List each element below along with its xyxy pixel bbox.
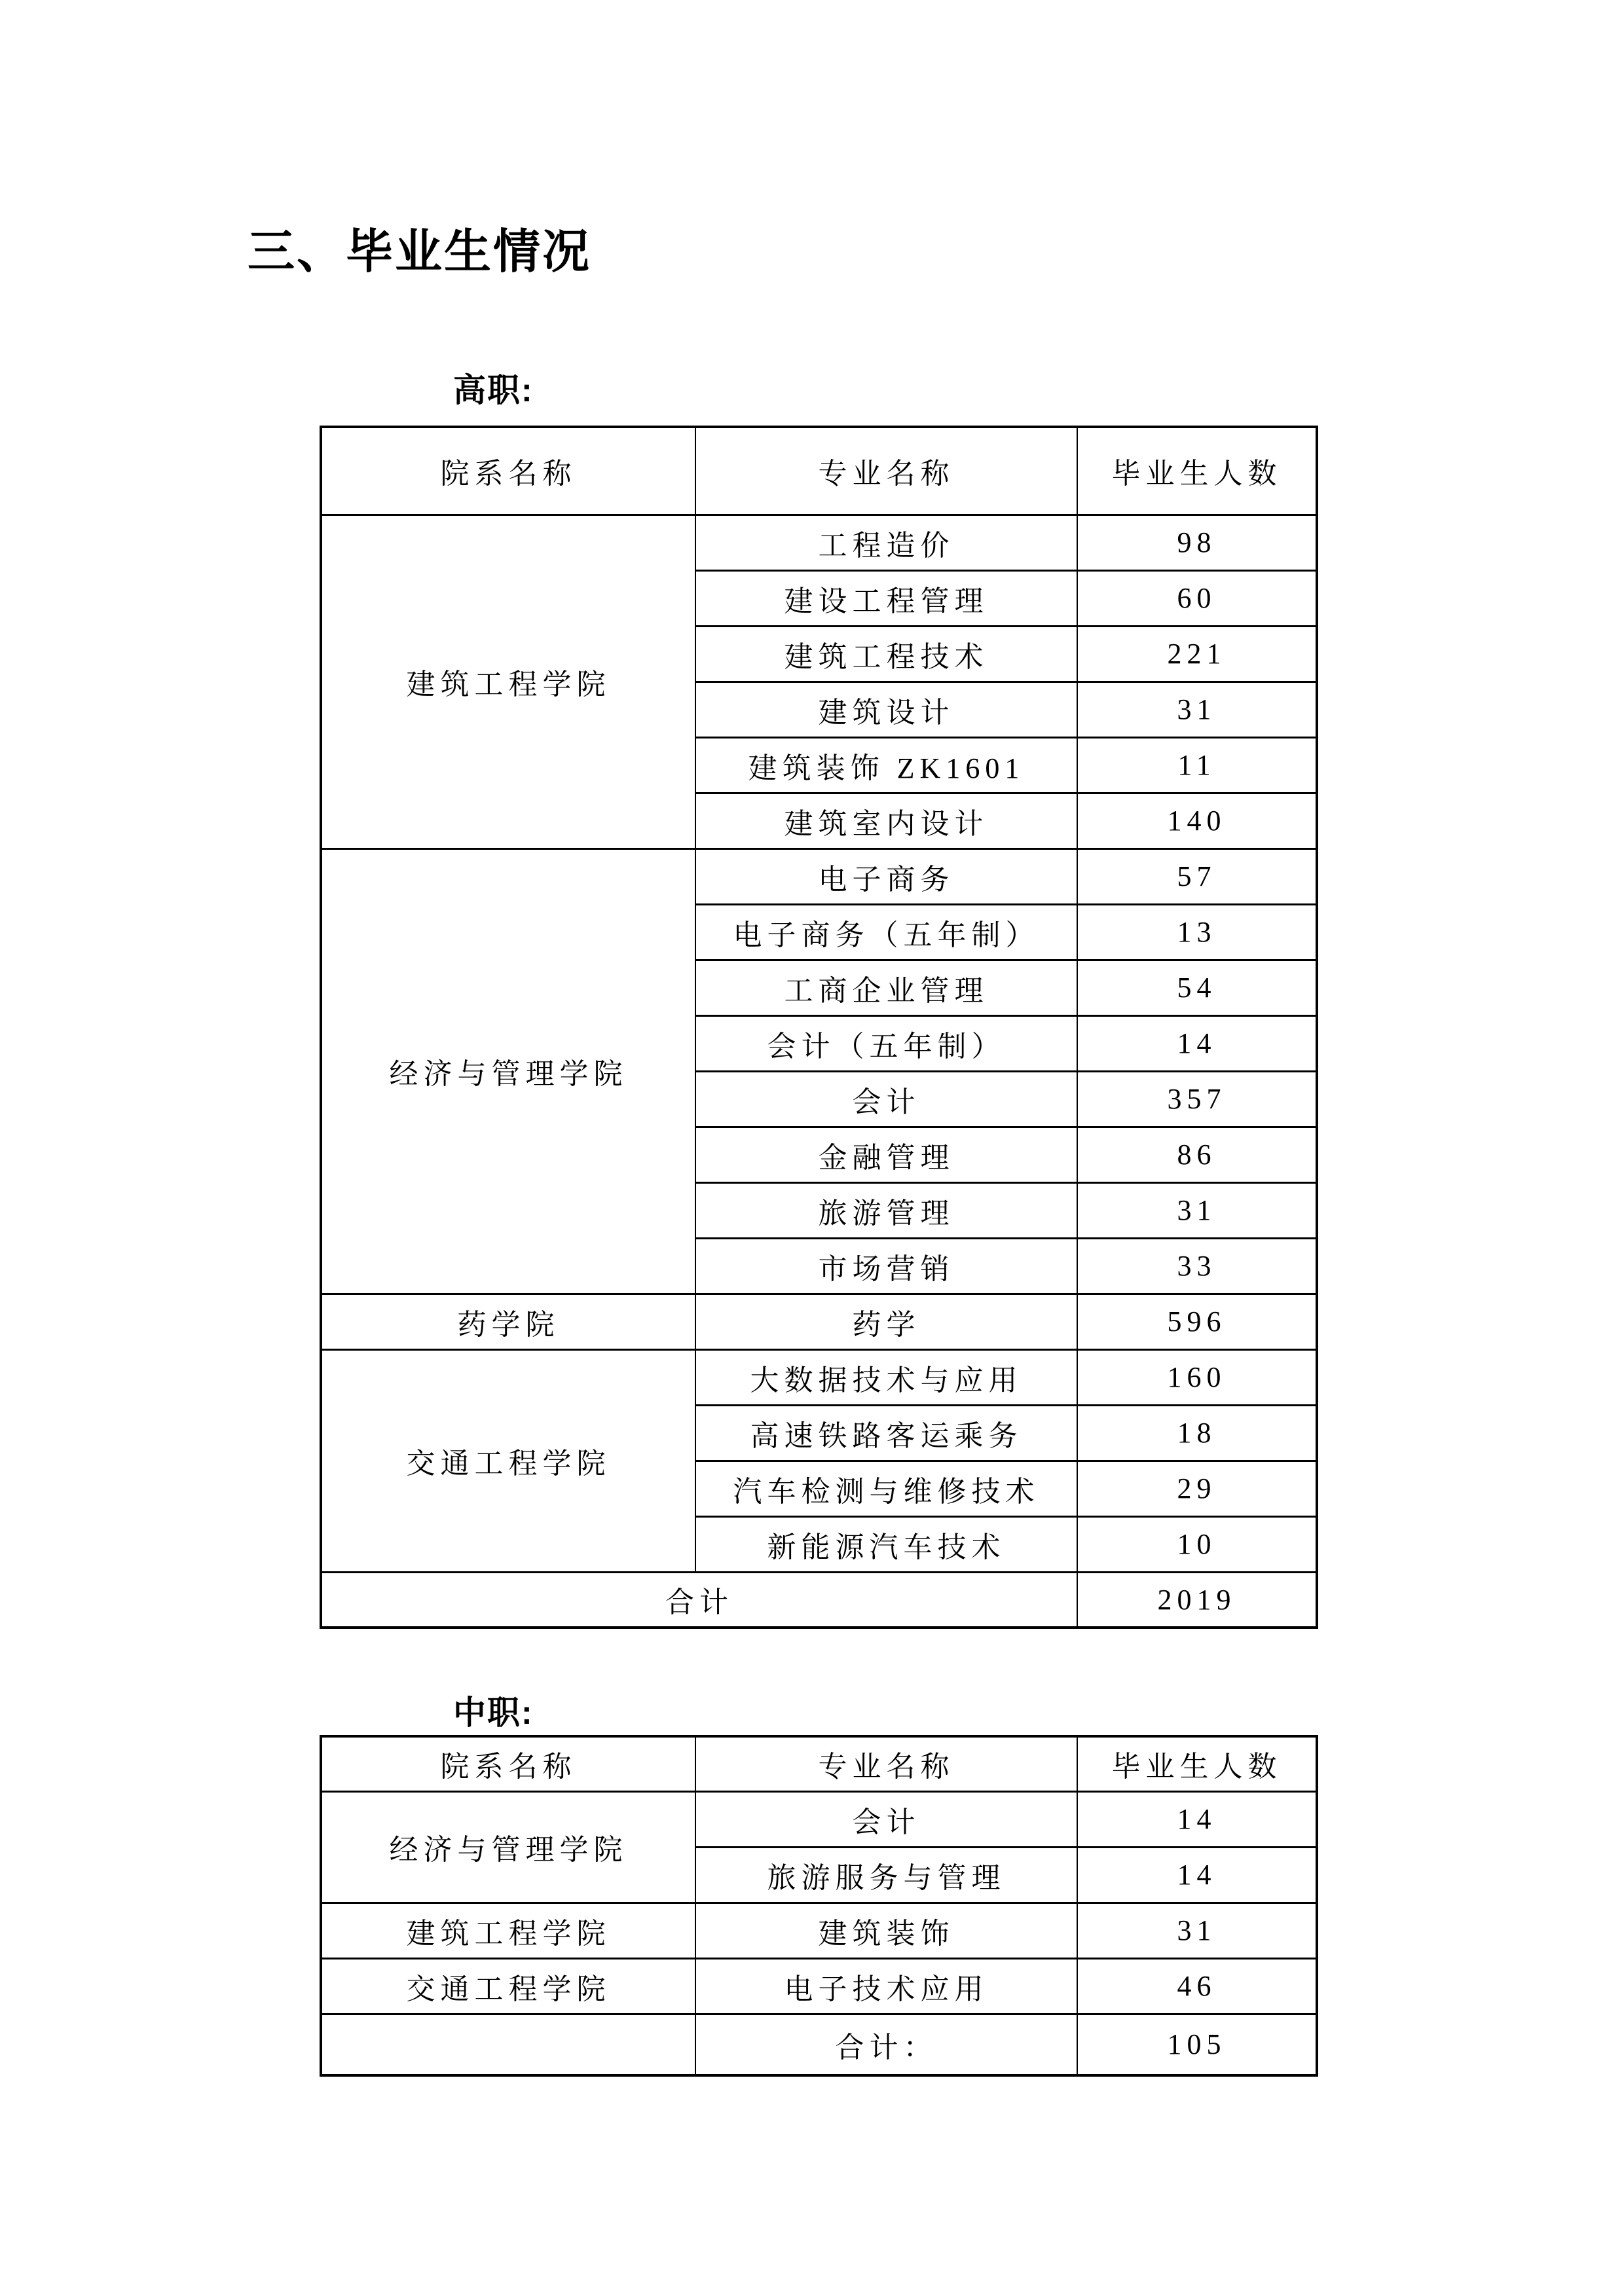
- column-header-major: 专业名称: [695, 1736, 1077, 1791]
- major-cell: 旅游服务与管理: [695, 1847, 1077, 1903]
- department-cell: 药学院: [321, 1294, 695, 1349]
- section-label-zhongzhi: 中职:: [453, 1694, 534, 1731]
- count-cell: 140: [1077, 793, 1317, 848]
- count-cell: 31: [1077, 1903, 1317, 1958]
- department-cell: 交通工程学院: [321, 1958, 695, 2014]
- count-cell: 29: [1077, 1461, 1317, 1516]
- count-cell: 14: [1077, 1791, 1317, 1847]
- column-header-department: 院系名称: [321, 427, 695, 515]
- count-cell: 221: [1077, 626, 1317, 682]
- major-cell: 工商企业管理: [695, 960, 1077, 1015]
- major-cell: 新能源汽车技术: [695, 1516, 1077, 1572]
- table-row: [321, 1903, 1317, 1958]
- department-cell: 经济与管理学院: [321, 1791, 695, 1903]
- column-header-major: 专业名称: [695, 427, 1077, 515]
- major-cell: 工程造价: [695, 515, 1077, 570]
- empty-cell: [321, 2014, 695, 2075]
- count-cell: 31: [1077, 682, 1317, 737]
- count-cell: 160: [1077, 1349, 1317, 1405]
- table-row: [321, 515, 1317, 570]
- total-value-cell: 2019: [1077, 1572, 1317, 1628]
- total-row: [321, 2014, 1317, 2075]
- major-cell: 药学: [695, 1294, 1077, 1349]
- table-row: [321, 1349, 1317, 1405]
- total-label-cell: 合计: [321, 1572, 1077, 1628]
- major-cell: 大数据技术与应用: [695, 1349, 1077, 1405]
- major-cell: 会计: [695, 1071, 1077, 1127]
- count-cell: 46: [1077, 1958, 1317, 2014]
- major-cell: 会计（五年制）: [695, 1015, 1077, 1071]
- header-row: [321, 427, 1317, 515]
- column-header-department: 院系名称: [321, 1736, 695, 1791]
- count-cell: 57: [1077, 848, 1317, 904]
- major-cell: 电子商务（五年制）: [695, 904, 1077, 960]
- count-cell: 54: [1077, 960, 1317, 1015]
- table-row: [321, 1958, 1317, 2014]
- count-cell: 14: [1077, 1015, 1317, 1071]
- table-row: [321, 1294, 1317, 1349]
- count-cell: 596: [1077, 1294, 1317, 1349]
- major-cell: 汽车检测与维修技术: [695, 1461, 1077, 1516]
- major-cell: 电子技术应用: [695, 1958, 1077, 2014]
- section-label-gaozhi: 高职:: [453, 372, 534, 409]
- department-cell: 交通工程学院: [321, 1349, 695, 1572]
- count-cell: 13: [1077, 904, 1317, 960]
- table-gaozhi: [320, 426, 1318, 1629]
- header-row: [321, 1736, 1317, 1791]
- major-cell: 建筑工程技术: [695, 626, 1077, 682]
- total-label-cell: 合计：: [695, 2014, 1077, 2075]
- department-cell: 经济与管理学院: [321, 848, 695, 1294]
- major-cell: 建筑装饰: [695, 1903, 1077, 1958]
- count-cell: 18: [1077, 1405, 1317, 1461]
- column-header-count: 毕业生人数: [1077, 427, 1317, 515]
- table-row: [321, 1791, 1317, 1847]
- count-cell: 86: [1077, 1127, 1317, 1182]
- major-cell: 建筑设计: [695, 682, 1077, 737]
- department-cell: 建筑工程学院: [321, 515, 695, 848]
- table-zhongzhi: [320, 1735, 1318, 2077]
- page-title: 三、毕业生情况: [248, 226, 592, 278]
- major-cell: 金融管理: [695, 1127, 1077, 1182]
- major-cell: 会计: [695, 1791, 1077, 1847]
- major-cell: 建筑装饰 ZK1601: [695, 737, 1077, 793]
- count-cell: 10: [1077, 1516, 1317, 1572]
- total-value-cell: 105: [1077, 2014, 1317, 2075]
- major-cell: 高速铁路客运乘务: [695, 1405, 1077, 1461]
- major-cell: 建筑室内设计: [695, 793, 1077, 848]
- table-row: [321, 848, 1317, 904]
- count-cell: 60: [1077, 570, 1317, 626]
- column-header-count: 毕业生人数: [1077, 1736, 1317, 1791]
- total-row: [321, 1572, 1317, 1628]
- count-cell: 11: [1077, 737, 1317, 793]
- count-cell: 31: [1077, 1182, 1317, 1238]
- department-cell: 建筑工程学院: [321, 1903, 695, 1958]
- major-cell: 旅游管理: [695, 1182, 1077, 1238]
- major-cell: 市场营销: [695, 1238, 1077, 1294]
- count-cell: 14: [1077, 1847, 1317, 1903]
- count-cell: 98: [1077, 515, 1317, 570]
- count-cell: 33: [1077, 1238, 1317, 1294]
- count-cell: 357: [1077, 1071, 1317, 1127]
- major-cell: 建设工程管理: [695, 570, 1077, 626]
- major-cell: 电子商务: [695, 848, 1077, 904]
